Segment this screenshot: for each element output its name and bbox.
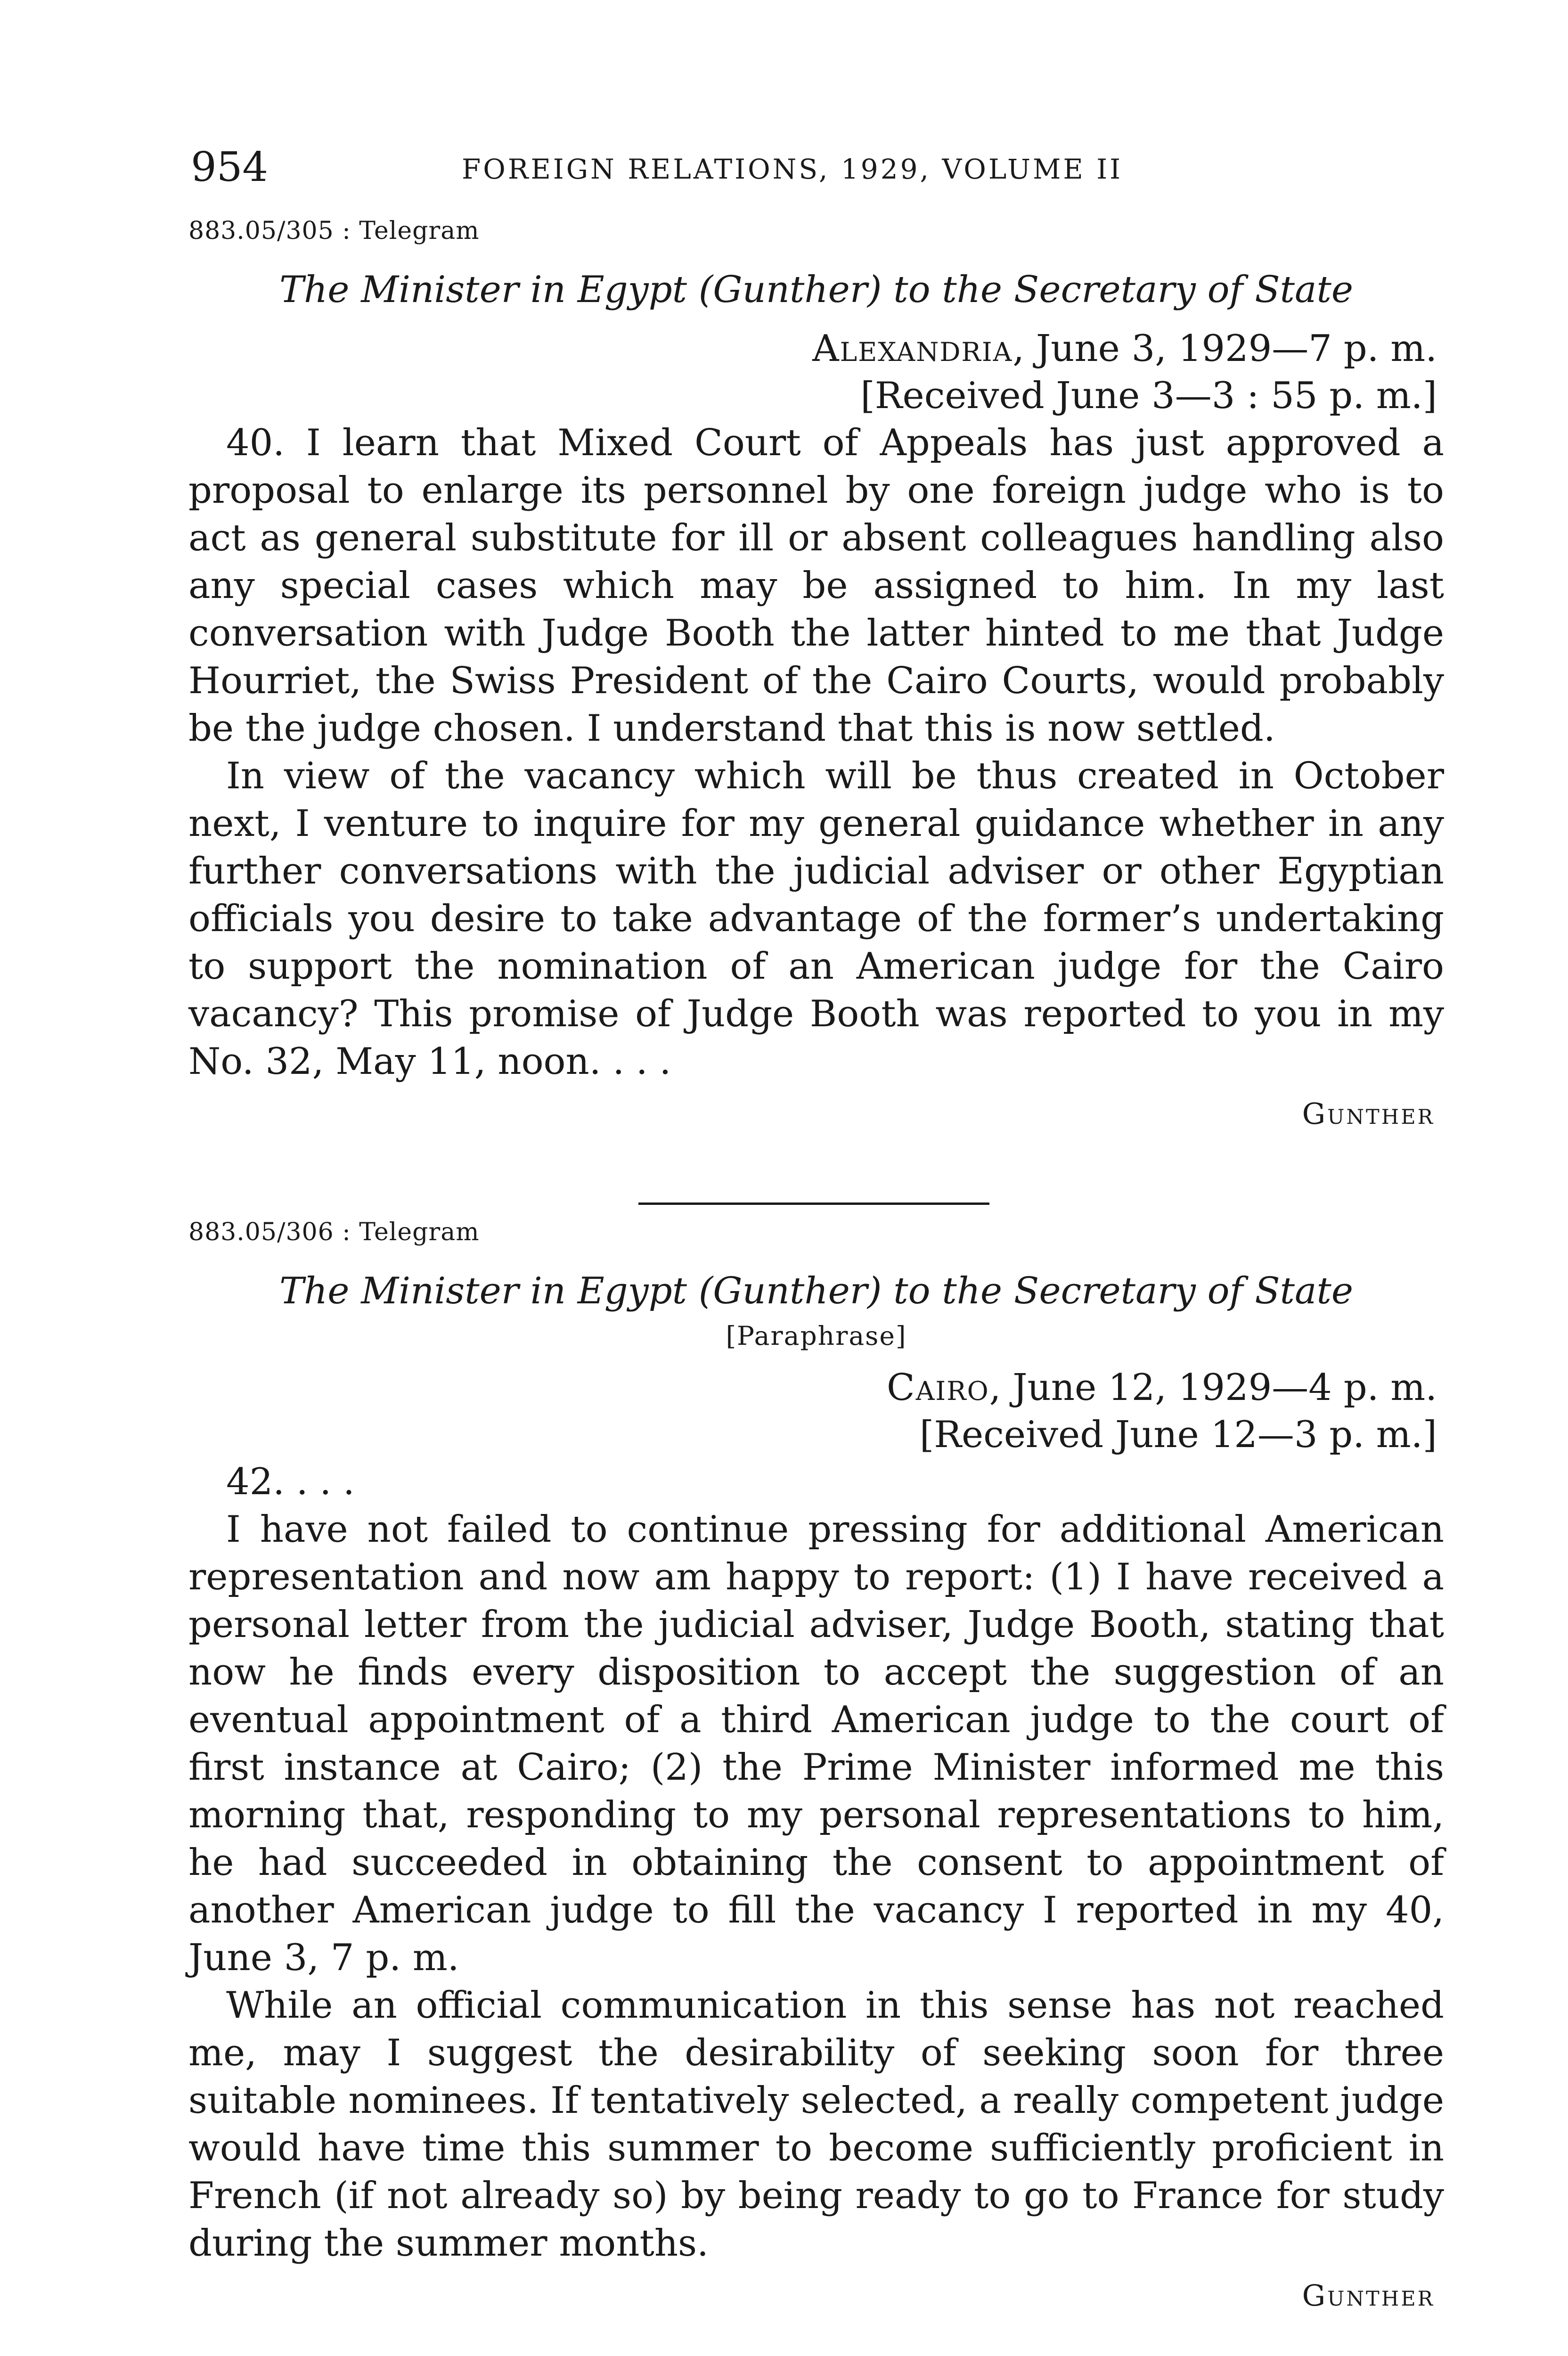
dateline-place: Alexandria bbox=[812, 327, 1013, 370]
dateline bbox=[188, 325, 1444, 419]
document-heading: The Minister in Egypt (Gunther) to the Secretary of State bbox=[279, 1270, 1354, 1312]
paraphrase-note: [Paraphrase] bbox=[726, 1321, 907, 1351]
dateline bbox=[188, 1364, 1444, 1458]
telegram-section-1 bbox=[188, 212, 1444, 1137]
body-paragraph: In view of the vacancy which will be thus created in October next, I venture to inquire for my general guidance whether in any further conversations with the judicial adviser or other Egyptian officials you desire to take advantage of the former’s undertaking to support the nomination of an American judge for the Cairo vacancy? This promise of Judge Booth was reported to you in my No. 32, May 11, noon. . . . bbox=[188, 755, 1444, 1083]
dateline-date: , June 3, 1929—7 p. m. bbox=[1013, 327, 1437, 370]
section-divider bbox=[638, 1203, 989, 1205]
running-header bbox=[191, 141, 1392, 193]
dateline-sent bbox=[188, 325, 1444, 372]
body-paragraph: I have not failed to continue pressing for additional American representation and now am happy to report: (1) I have received a personal letter from the judicial adviser, Judge Booth, stating that now he finds every disposition to accept the suggestion of an eventual appointment of a third American judge to the court of first instance at Cairo; (2) the Prime Minister informed me this morning that, responding to my personal representations to him, he had succeeded in obtaining the consent to appointment of another American judge to fill the vacancy I reported in my 40, June 3, 7 p. m. bbox=[188, 1508, 1444, 1979]
dateline-received: [Received June 12—3 p. m.] bbox=[919, 1414, 1437, 1456]
file-reference: 883.05/306 : Telegram bbox=[188, 1218, 480, 1246]
dateline-sent bbox=[188, 1364, 1444, 1411]
running-title: FOREIGN RELATIONS, 1929, VOLUME II bbox=[462, 153, 1123, 185]
dateline-place: Cairo bbox=[887, 1366, 989, 1409]
dateline-received: [Received June 3—3 : 55 p. m.] bbox=[860, 375, 1437, 417]
document-heading: The Minister in Egypt (Gunther) to the Secretary of State bbox=[279, 269, 1354, 311]
signature: Gunther bbox=[1302, 1096, 1435, 1131]
message-number: 42. . . . bbox=[226, 1461, 355, 1503]
body-paragraph: While an official communication in this sense has not reached me, may I suggest the desirability of seeking soon for three suitable nominees. If tentatively selected, a really competent judge would have time this summer to become sufficiently proficient in French (if not already so) by being ready to go to France for study during the summer months. bbox=[188, 1984, 1444, 2265]
telegram-body bbox=[188, 1506, 1444, 2267]
telegram-body bbox=[188, 419, 1444, 1086]
signature: Gunther bbox=[1302, 2278, 1435, 2313]
page-number: 954 bbox=[191, 144, 269, 191]
telegram-section-2 bbox=[188, 1213, 1444, 2319]
dateline-date: , June 12, 1929—4 p. m. bbox=[989, 1366, 1437, 1409]
body-paragraph: 40. I learn that Mixed Court of Appeals has just approved a proposal to enlarge its personnel by one foreign judge who is to act as general substitute for ill or absent colleagues handling also any special cases which may be assigned to him. In my last conversation with Judge Booth the latter hinted to me that Judge Hourriet, the Swiss President of the Cairo Courts, would probably be the judge chosen. I understand that this is now settled. bbox=[188, 422, 1444, 750]
file-reference: 883.05/305 : Telegram bbox=[188, 217, 480, 245]
